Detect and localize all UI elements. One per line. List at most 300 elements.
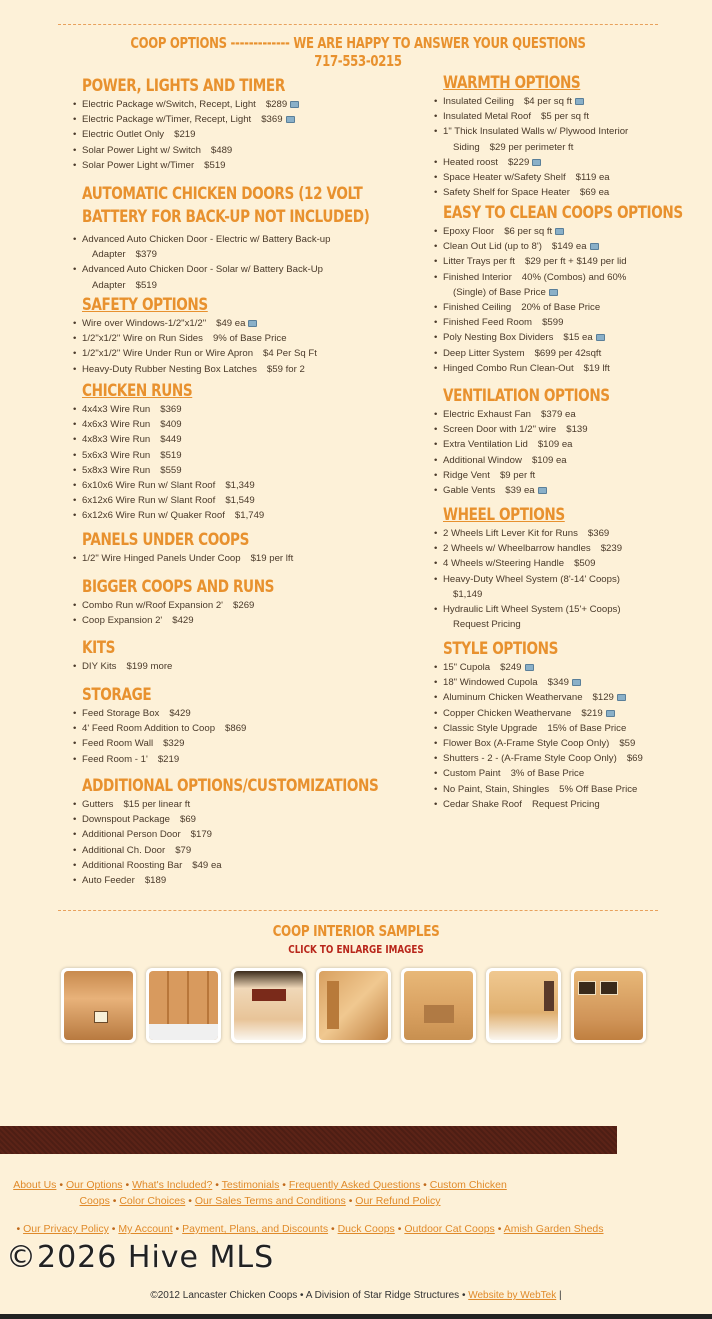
option-label: Heated roost <box>443 156 498 168</box>
option-label: Combo Run w/Roof Expansion 2' <box>82 600 224 611</box>
option-item <box>82 827 453 842</box>
option-price: $249 <box>500 662 522 673</box>
option-price: $489 <box>210 144 233 156</box>
option-item <box>443 468 651 483</box>
photo-icon[interactable] <box>532 159 541 166</box>
section-easy-to-clean-coops-options <box>443 203 712 376</box>
option-label-cont: Adapter $519 <box>92 279 157 291</box>
option-item <box>82 812 453 827</box>
option-price: $15 ea <box>563 332 593 344</box>
option-price: $1,149 <box>453 588 483 600</box>
option-price: $449 <box>160 434 182 446</box>
option-item <box>82 858 453 873</box>
option-price: $59 <box>619 738 636 750</box>
section-ventilation-options <box>443 386 651 498</box>
option-price: $6 per sq ft <box>504 226 553 237</box>
option-item <box>82 721 246 736</box>
option-list <box>443 407 651 498</box>
option-label-cont: Adapter $379 <box>92 249 157 261</box>
option-price: $519 <box>160 449 182 461</box>
option-item <box>443 572 622 602</box>
option-price: $119 ea <box>575 172 610 184</box>
option-price: $429 <box>172 615 194 627</box>
option-price: $29 per ft + $149 per lid <box>524 256 627 268</box>
option-item <box>443 660 643 675</box>
option-label: Additional Ch. Door <box>82 844 166 856</box>
option-item <box>443 736 643 751</box>
option-item <box>82 232 492 262</box>
photo-icon[interactable] <box>549 289 558 296</box>
footer-link-color-choices[interactable]: Color Choices <box>119 1195 186 1207</box>
option-price: $69 ea <box>579 187 610 199</box>
option-item <box>82 598 322 613</box>
option-price: $219 <box>157 753 180 765</box>
option-label: Finished Feed Room <box>443 317 533 329</box>
option-item <box>82 478 264 493</box>
option-price: $1,749 <box>234 510 265 522</box>
option-price: $69 <box>180 814 197 826</box>
option-item <box>443 483 651 498</box>
option-label: Cedar Shake Roof <box>443 798 522 810</box>
section-title: ADDITIONAL OPTIONS/CUSTOMIZATIONS <box>82 776 379 796</box>
section-title: VENTILATION OPTIONS <box>443 386 610 406</box>
option-item <box>82 127 336 142</box>
option-list <box>82 598 322 628</box>
option-label: 4x4x3 Wire Run <box>82 404 151 415</box>
footer-link-amish-garden-sheds[interactable]: Amish Garden Sheds <box>503 1223 604 1235</box>
option-item <box>82 613 322 628</box>
option-price: $219 <box>174 129 196 141</box>
option-item <box>443 330 712 345</box>
option-price: $519 <box>135 279 157 291</box>
option-price: $219 <box>581 707 603 719</box>
option-item <box>443 766 643 781</box>
option-label: 4x8x3 Wire Run <box>82 434 151 446</box>
option-item <box>82 402 264 417</box>
option-price: $269 <box>233 600 255 611</box>
option-item <box>82 97 336 112</box>
option-item <box>82 508 264 523</box>
photo-icon[interactable] <box>286 116 295 123</box>
option-price: $129 <box>592 692 614 704</box>
option-list <box>82 706 246 767</box>
option-item <box>82 551 293 566</box>
option-price: $559 <box>160 464 182 476</box>
photo-icon[interactable] <box>606 710 615 717</box>
option-price: $19 lft <box>583 362 610 374</box>
option-price: $79 <box>175 844 192 856</box>
option-item <box>443 706 643 721</box>
option-label: Flower Box (A-Frame Style Coop Only) <box>443 738 610 750</box>
photo-icon[interactable] <box>248 320 257 327</box>
option-label: 1/2"x1/2" Wire on Run Sides <box>82 333 203 345</box>
section-warmth-options <box>443 73 628 200</box>
option-item <box>443 751 643 766</box>
option-price: $369 <box>261 114 283 126</box>
option-item <box>443 556 622 571</box>
option-label: Poly Nesting Box Dividers <box>443 332 554 344</box>
option-label: Feed Room - 1' <box>82 753 148 765</box>
option-list <box>82 316 317 377</box>
footer-link-our-options[interactable]: Our Options <box>65 1179 123 1191</box>
option-label: Space Heater w/Safety Shelf <box>443 172 566 184</box>
option-price: $369 <box>160 404 182 415</box>
option-list <box>82 402 264 524</box>
photo-icon[interactable] <box>555 228 564 235</box>
option-item <box>443 690 643 705</box>
option-item <box>82 158 336 173</box>
photo-icon[interactable] <box>596 334 605 341</box>
option-price: $289 <box>265 99 288 110</box>
option-price: $1,549 <box>225 495 255 507</box>
option-item <box>82 448 264 463</box>
section-kits <box>82 638 172 674</box>
option-label: Electric Package w/Switch, Recept, Light <box>82 99 256 110</box>
option-label: 1" Thick Insulated Walls w/ Plywood Interior <box>443 126 629 138</box>
option-item <box>443 797 643 812</box>
webtek-link[interactable]: Website by WebTek <box>468 1290 557 1301</box>
option-price: $15 per linear ft <box>123 799 191 810</box>
option-item <box>443 155 628 170</box>
option-label: 15" Cupola <box>443 662 491 673</box>
gallery-thumb[interactable] <box>231 968 306 1043</box>
option-price: $9 per ft <box>499 469 536 481</box>
option-label: Finished Interior <box>443 271 512 283</box>
option-label: Hinged Combo Run Clean-Out <box>443 362 574 374</box>
option-item <box>82 736 246 751</box>
section-additional-options-customizations <box>82 776 453 888</box>
option-price: $149 ea <box>551 241 587 253</box>
option-label: Feed Storage Box <box>82 708 160 719</box>
option-label: Auto Feeder <box>82 875 135 887</box>
photo-icon[interactable] <box>290 101 299 108</box>
section-wheel-options <box>443 505 622 632</box>
gallery-thumb[interactable] <box>486 968 561 1043</box>
section-title: PANELS UNDER COOPS <box>82 530 249 550</box>
footer-link-my-account[interactable]: My Account <box>118 1223 173 1235</box>
gallery-title: COOP INTERIOR SAMPLES <box>272 922 440 940</box>
photo-icon[interactable] <box>575 98 584 105</box>
option-item <box>443 94 628 109</box>
option-label: 5x8x3 Wire Run <box>82 464 151 476</box>
option-item <box>443 239 712 254</box>
option-item <box>443 782 643 797</box>
option-item <box>82 706 246 721</box>
footer-link-our-refund-policy[interactable]: Our Refund Policy <box>355 1195 441 1207</box>
footer-link-about-us[interactable]: About Us <box>13 1179 57 1191</box>
option-label-cont: Siding $29 per perimeter ft <box>453 141 574 153</box>
option-price: 5% Off Base Price <box>559 783 638 795</box>
option-price: $19 per lft <box>250 553 294 564</box>
option-price: $599 <box>542 317 564 329</box>
option-item <box>82 463 264 478</box>
option-price: $379 <box>135 249 157 261</box>
option-label: Shutters - 2 - (A-Frame Style Coop Only) <box>443 753 617 765</box>
option-price: $869 <box>225 723 247 735</box>
photo-icon[interactable] <box>617 694 626 701</box>
option-label: DIY Kits <box>82 661 117 672</box>
bottom-edge <box>0 1314 712 1319</box>
option-list <box>82 97 336 173</box>
option-price: $179 <box>190 829 213 841</box>
option-label: Aluminum Chicken Weathervane <box>443 692 583 704</box>
section-title: WHEEL OPTIONS <box>443 505 565 525</box>
section-title: WARMTH OPTIONS <box>443 73 581 93</box>
option-item <box>443 422 651 437</box>
photo-icon[interactable] <box>525 664 534 671</box>
section-style-options <box>443 639 643 812</box>
option-label: Litter Trays per ft <box>443 256 515 268</box>
option-label: 6x10x6 Wire Run w/ Slant Roof <box>82 480 216 492</box>
option-price: $379 ea <box>540 409 576 420</box>
option-price: $519 <box>204 159 226 171</box>
section-title: EASY TO CLEAN COOPS OPTIONS <box>443 203 683 223</box>
option-item <box>82 493 264 508</box>
option-item <box>443 170 628 185</box>
option-label: Insulated Metal Roof <box>443 111 531 123</box>
option-label: Gutters <box>82 799 114 810</box>
option-label: Safety Shelf for Space Heater <box>443 187 570 199</box>
option-list <box>443 660 643 812</box>
option-label: 2 Wheels Lift Lever Kit for Runs <box>443 528 578 539</box>
option-item <box>443 602 622 632</box>
option-list <box>82 232 492 293</box>
option-label: Additional Window <box>443 454 522 466</box>
section-title: STYLE OPTIONS <box>443 639 559 659</box>
footer-links-row1: About Us • Our Options • What's Included? • Testimonials • Frequently Asked Questions • Custom Chicken Coops • Color Choices • Our Sales Terms and Conditions • Our Refund Policy <box>13 1179 507 1207</box>
section-title: KITS <box>82 638 116 658</box>
option-item <box>82 417 264 432</box>
section-title: STORAGE <box>82 685 152 705</box>
option-price: $1,349 <box>225 480 255 492</box>
option-label: Advanced Auto Chicken Door - Solar w/ Battery Back-Up <box>82 264 324 276</box>
option-item <box>443 675 643 690</box>
section-power-lights-and-timer <box>82 76 336 173</box>
option-item <box>443 254 712 269</box>
option-price: $49 ea <box>192 859 222 871</box>
option-label: Gable Vents <box>443 485 496 497</box>
option-label: 4 Wheels w/Steering Handle <box>443 558 565 570</box>
copyright-pipe: | <box>559 1290 562 1301</box>
option-item <box>443 541 622 556</box>
option-price: $509 <box>574 558 596 570</box>
section-bigger-coops-and-runs <box>82 577 322 628</box>
option-price: $699 per 42sqft <box>534 347 602 359</box>
option-price: $4 per sq ft <box>523 96 572 107</box>
copyright-text: ©2012 Lancaster Chicken Coops • A Division of Star Ridge Structures • <box>150 1290 466 1301</box>
option-label: 4' Feed Room Addition to Coop <box>82 723 216 735</box>
option-price: $199 more <box>126 661 173 672</box>
option-item <box>82 659 172 674</box>
option-list <box>82 551 293 566</box>
option-label: Epoxy Floor <box>443 226 495 237</box>
option-item <box>443 124 628 154</box>
option-price: $5 per sq ft <box>541 111 589 123</box>
option-item <box>443 437 651 452</box>
interior-gallery <box>61 968 646 1043</box>
option-label: Extra Ventilation Lid <box>443 439 528 451</box>
option-price: $409 <box>160 419 182 431</box>
footer-link-custom-chicken-coops[interactable]: Custom Chicken Coops <box>79 1179 507 1207</box>
option-label: Advanced Auto Chicken Door - Electric w/ Battery Back-up <box>82 234 331 245</box>
option-item <box>82 432 264 447</box>
option-label: Classic Style Upgrade <box>443 722 538 734</box>
gallery-thumb[interactable] <box>316 968 391 1043</box>
section-title: AUTOMATIC CHICKEN DOORS (12 VOLT BATTERY FOR BACK-UP NOT INCLUDED) <box>82 184 370 227</box>
option-item <box>82 843 453 858</box>
footer-link-payment-plans-and-discounts[interactable]: Payment, Plans, and Discounts <box>182 1223 329 1235</box>
option-label: 18" Windowed Cupola <box>443 677 538 689</box>
option-item <box>443 526 622 541</box>
option-list <box>443 94 628 200</box>
footer-link-duck-coops[interactable]: Duck Coops <box>337 1223 395 1235</box>
footer-links-row2: • Our Privacy Policy • My Account • Payment, Plans, and Discounts • Duck Coops • Outdoor Cat Coops • Amish Garden Sheds <box>16 1223 604 1235</box>
option-price: 15% of Base Price <box>547 722 627 734</box>
option-label: Feed Room Wall <box>82 738 154 750</box>
option-price: $189 <box>144 875 167 887</box>
section-panels-under-coops <box>82 530 293 566</box>
option-item <box>82 362 317 377</box>
option-label: Copper Chicken Weathervane <box>443 707 572 719</box>
option-label: Coop Expansion 2' <box>82 615 163 627</box>
section-chicken-runs <box>82 381 264 524</box>
option-price: $69 <box>626 753 643 765</box>
photo-icon[interactable] <box>590 243 599 250</box>
option-item <box>82 262 492 292</box>
option-item <box>82 346 317 361</box>
option-label: 1/2" Wire Hinged Panels Under Coop <box>82 553 241 564</box>
gallery-thumb[interactable] <box>146 968 221 1043</box>
option-item <box>443 185 628 200</box>
footer-link-testimonials[interactable]: Testimonials <box>221 1179 280 1191</box>
gallery-thumb[interactable] <box>571 968 646 1043</box>
option-price: $59 for 2 <box>266 363 305 375</box>
option-label: Heavy-Duty Wheel System (8'-14' Coops) <box>443 573 620 585</box>
option-price: $29 per perimeter ft <box>489 141 574 153</box>
copyright-line <box>0 1290 712 1301</box>
option-price: $369 <box>587 528 610 539</box>
footer-link-frequently-asked-questions[interactable]: Frequently Asked Questions <box>288 1179 421 1191</box>
option-label: 2 Wheels w/ Wheelbarrow handles <box>443 543 591 555</box>
option-label: No Paint, Stain, Shingles <box>443 783 550 795</box>
option-price: $109 ea <box>531 454 567 466</box>
option-label: Clean Out Lid (up to 8') <box>443 241 542 253</box>
option-label: 6x12x6 Wire Run w/ Slant Roof <box>82 495 216 507</box>
section-title: CHICKEN RUNS <box>82 381 193 401</box>
option-label: 4x6x3 Wire Run <box>82 419 151 431</box>
options-banner: COOP OPTIONS ------------- WE ARE HAPPY TO ANSWER YOUR QUESTIONS 717-553-0215 <box>130 34 586 70</box>
option-list <box>443 526 622 632</box>
footer-link-our-privacy-policy[interactable]: Our Privacy Policy <box>23 1223 109 1235</box>
option-price: $229 <box>507 156 530 168</box>
option-list <box>443 224 712 376</box>
photo-icon[interactable] <box>538 487 547 494</box>
option-list <box>82 797 453 888</box>
option-item <box>82 143 336 158</box>
footer-bar <box>0 1126 617 1154</box>
option-label: Insulated Ceiling <box>443 96 514 107</box>
option-item <box>443 300 712 315</box>
option-item <box>82 316 317 331</box>
option-label: Electric Exhaust Fan <box>443 409 531 420</box>
section-title: BIGGER COOPS AND RUNS <box>82 577 275 597</box>
option-item <box>443 224 712 239</box>
option-item <box>443 721 643 736</box>
option-item <box>82 873 453 888</box>
option-label: Ridge Vent <box>443 469 490 481</box>
gallery-subtitle: CLICK TO ENLARGE IMAGES <box>288 943 424 956</box>
option-label: Deep Litter System <box>443 347 525 359</box>
option-item <box>443 346 712 361</box>
section-title: SAFETY OPTIONS <box>82 295 208 315</box>
option-price: $39 ea <box>505 485 535 497</box>
photo-icon[interactable] <box>572 679 581 686</box>
option-label: Electric Package w/Timer, Recept, Light <box>82 114 252 126</box>
mls-watermark: ©2026 Hive MLS <box>6 1240 275 1275</box>
footer-link-what-s-included[interactable]: What's Included? <box>132 1179 213 1191</box>
option-item <box>443 270 712 300</box>
gallery-thumb[interactable] <box>401 968 476 1043</box>
footer-link-our-sales-terms-and-conditions[interactable]: Our Sales Terms and Conditions <box>194 1195 346 1207</box>
option-item <box>443 361 712 376</box>
option-label: 1/2"x1/2" Wire Under Run or Wire Apron <box>82 348 254 360</box>
option-label: Solar Power Light w/ Switch <box>82 144 201 156</box>
gallery-divider <box>58 910 658 911</box>
option-label: 6x12x6 Wire Run w/ Quaker Roof <box>82 510 225 522</box>
option-price: $329 <box>163 738 185 750</box>
option-price-cont: (Single) of Base Price <box>453 285 712 300</box>
option-price: 20% of Base Price <box>521 302 601 314</box>
option-item <box>443 453 651 468</box>
footer-link-outdoor-cat-coops[interactable]: Outdoor Cat Coops <box>404 1223 495 1235</box>
option-price: $109 ea <box>537 439 573 451</box>
option-price: $4 Per Sq Ft <box>263 348 317 360</box>
section-title: POWER, LIGHTS AND TIMER <box>82 76 285 96</box>
option-label: Downspout Package <box>82 814 170 826</box>
section-safety-options <box>82 295 317 377</box>
option-price: 9% of Base Price <box>212 333 287 345</box>
option-label: Additional Person Door <box>82 829 181 841</box>
option-label: Screen Door with 1/2" wire <box>443 424 557 436</box>
option-price: $49 ea <box>216 318 246 329</box>
gallery-thumb[interactable] <box>61 968 136 1043</box>
option-label: Solar Power Light w/Timer <box>82 159 195 171</box>
option-item <box>82 752 246 767</box>
option-label: Heavy-Duty Rubber Nesting Box Latches <box>82 363 257 375</box>
option-label: Hydraulic Lift Wheel System (15'+ Coops) <box>443 604 621 616</box>
option-list <box>82 659 172 674</box>
option-item <box>443 315 712 330</box>
option-label: 5x6x3 Wire Run <box>82 449 151 461</box>
top-divider <box>58 24 658 25</box>
option-price: $349 <box>547 677 569 689</box>
option-item <box>82 797 453 812</box>
option-item <box>443 407 651 422</box>
option-item <box>82 331 317 346</box>
option-price: Request Pricing <box>531 798 600 810</box>
option-price: Request Pricing <box>453 619 521 631</box>
option-price: $139 <box>566 424 588 436</box>
option-label: Wire over Windows-1/2"x1/2" <box>82 318 207 329</box>
option-label: Finished Ceiling <box>443 302 512 314</box>
option-price: $239 <box>600 543 623 555</box>
option-item <box>443 109 628 124</box>
option-price: 40% (Combos) and 60% <box>521 271 627 283</box>
option-label: Custom Paint <box>443 768 501 780</box>
option-label: Electric Outlet Only <box>82 129 165 141</box>
option-price: 3% of Base Price <box>510 768 585 780</box>
option-label: Additional Roosting Bar <box>82 859 183 871</box>
